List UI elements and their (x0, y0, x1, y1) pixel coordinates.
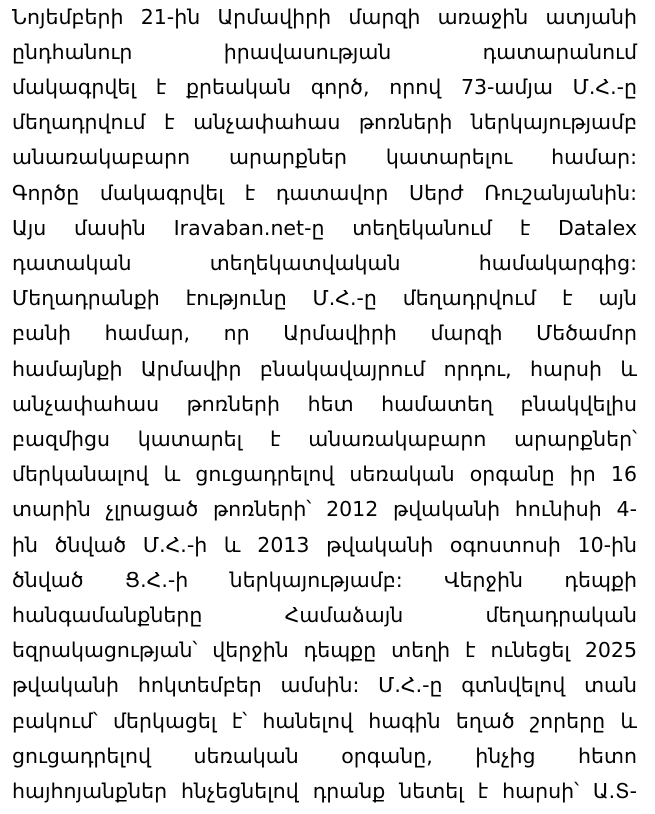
article-line: եզրակացության՝ վերջին դեպքը տեղի է ունեցել 2025 (12, 638, 637, 662)
article-line: Մեղադրանքի էությունը Մ.Հ.-ը մեղադրվում է այն (12, 286, 637, 310)
article-line: Այս մասին Iravaban.net-ը տեղեկանում է Datalex (12, 216, 637, 240)
article-line: ցուցադրելով սեռական օրգանը, ինչից հետո (12, 744, 637, 768)
article-line: մակագրվել է քրեական գործ, որով 73-ամյա Մ.Հ.-ը (12, 75, 637, 99)
article-line: Գործը մակագրվել է դատավոր Սերժ Ռուշանյանին: (12, 181, 637, 205)
article-line: համայնքի Արմավիր բնակավայրում որդու, հարսի և (12, 357, 637, 381)
article-line: ծնված Ց.Հ.-ի ներկայությամբ: Վերջին դեպքի (12, 568, 637, 592)
article-line: թվականի հոկտեմբեր ամսին: Մ.Հ.-ը գտնվելով տան (12, 673, 637, 697)
article-line: անչափահաս թոռների հետ համատեղ բնակվելիս (12, 392, 637, 416)
article-line: մերկանալով և ցուցադրելով սեռական օրգանը իր 16 (12, 462, 637, 486)
article-line: ին ծնված Մ.Հ.-ի և 2013 թվականի օգոստոսի 10-ին (12, 533, 637, 557)
article-line: հանգամանքները Համաձայն մեղադրական (12, 603, 637, 627)
article-line: ընդհանուր իրավասության դատարանում (12, 40, 637, 64)
article-line: Նոյեմբերի 21-ին Արմավիրի մարզի առաջին ատյանի (12, 5, 637, 29)
article-line: բանի համար, որ Արմավիրի մարզի Մեծամոր (12, 321, 637, 345)
article-line: մեղադրվում է անչափահաս թոռների ներկայությամբ (12, 110, 637, 134)
article-line: տարին չլրացած թոռների՝ 2012 թվականի հունիսի 4- (12, 497, 637, 521)
article-line: անառակաբարո արարքներ կատարելու համար: (12, 145, 637, 169)
article-line: հայհոյանքներ հնչեցնելով դրանք նետել է հարսի՝ Ա.Տ- (12, 779, 637, 803)
article-line: բազմիցս կատարել է անառակաբարո արարքներ՝ (12, 427, 637, 451)
article-line: դատական տեղեկատվական համակարգից: (12, 251, 637, 275)
article-line: բակում՝ մերկացել է՝ հանելով հագին եղած շորերը և (12, 709, 637, 733)
